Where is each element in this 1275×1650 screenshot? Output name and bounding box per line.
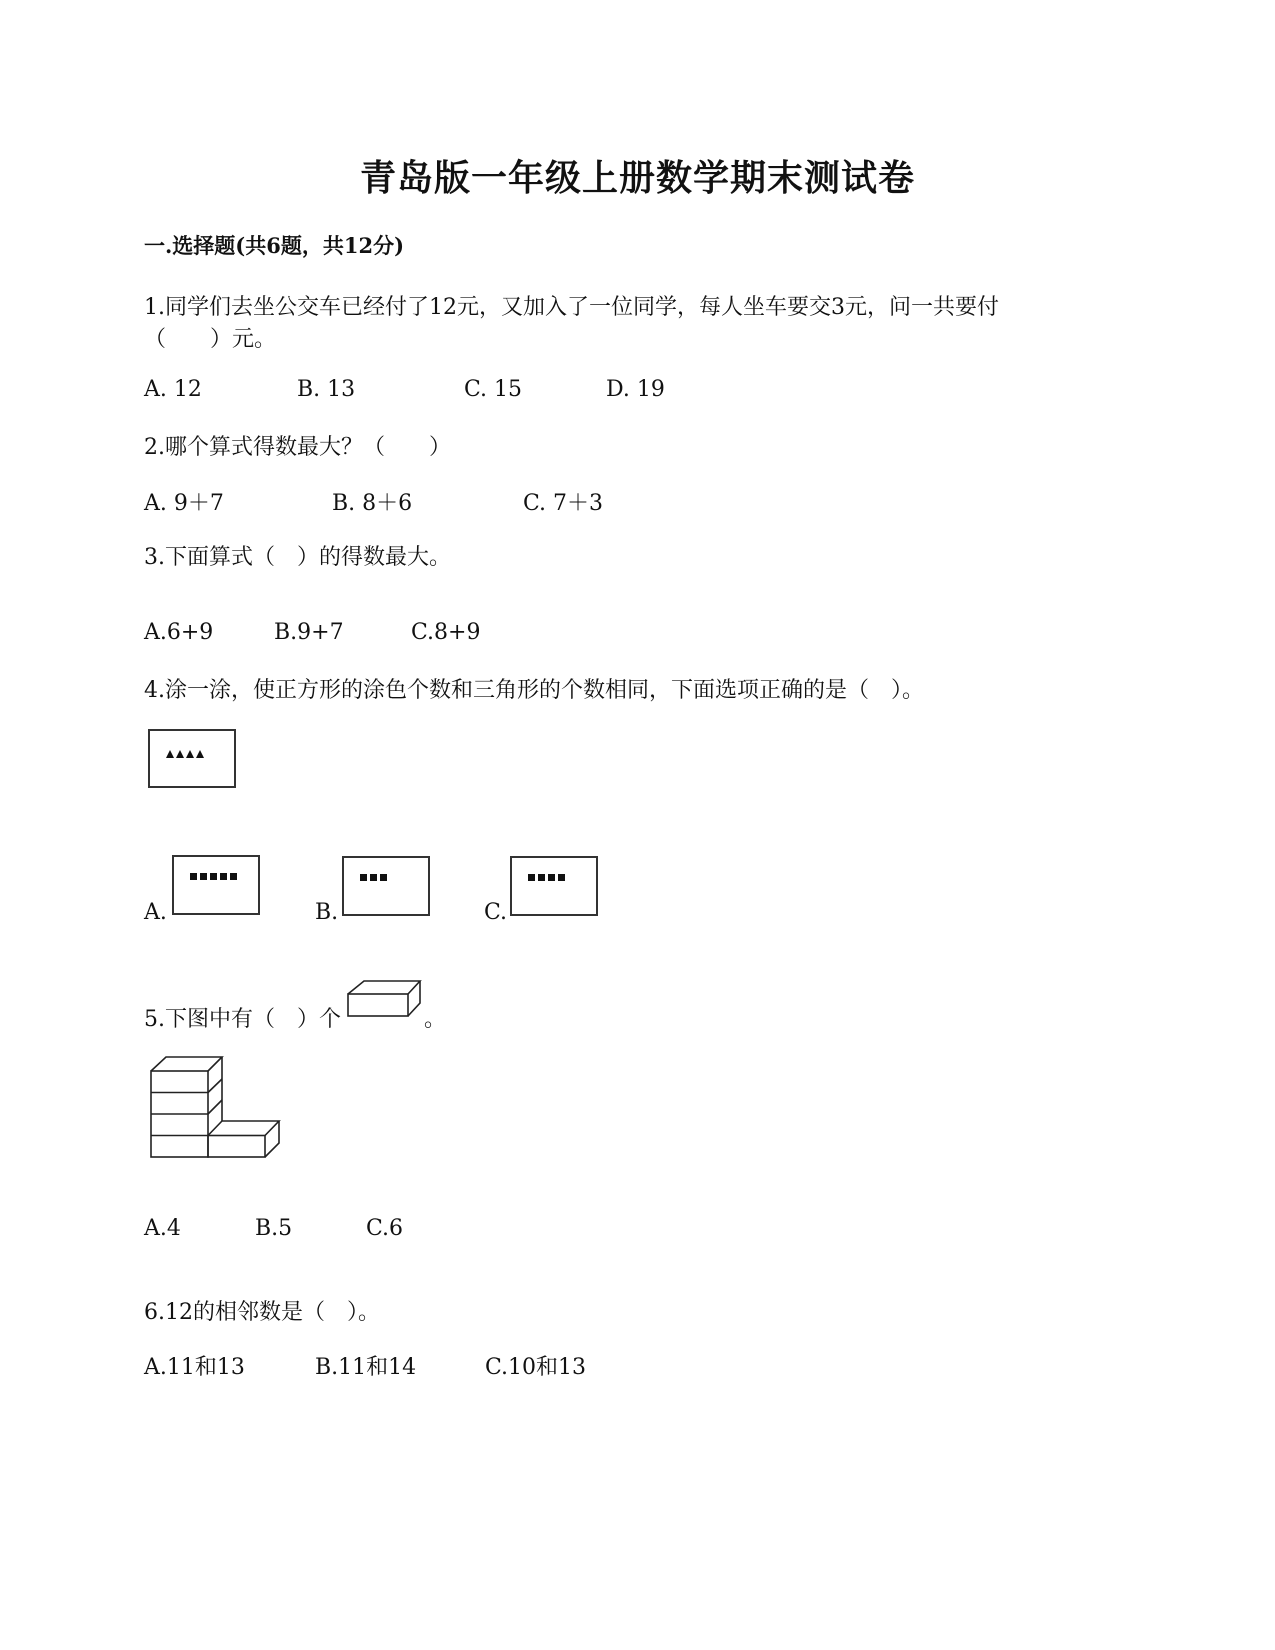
square-icon xyxy=(360,874,367,881)
stacked-cuboids-figure xyxy=(148,1055,288,1165)
triangle-icon xyxy=(176,750,184,758)
question-4-option-b-label[interactable]: B. xyxy=(315,900,339,925)
question-6-option-c[interactable]: C.10和13 xyxy=(485,1355,587,1380)
question-1-option-c[interactable]: C. 15 xyxy=(464,377,523,402)
question-6-option-b[interactable]: B.11和14 xyxy=(315,1355,417,1380)
triangle-icon xyxy=(196,750,204,758)
cuboid-bottom-right-top xyxy=(208,1121,279,1136)
question-6-text: 6.12的相邻数是（ ）。 xyxy=(144,1300,380,1325)
square-icons xyxy=(360,874,387,881)
square-icon xyxy=(380,874,387,881)
square-icon xyxy=(538,874,545,881)
square-icons xyxy=(528,874,565,881)
question-3-text: 3.下面算式（ ）的得数最大。 xyxy=(144,545,451,570)
section-heading: 一.选择题(共6题，共12分) xyxy=(144,233,405,258)
square-icon xyxy=(200,873,207,880)
question-3-option-c[interactable]: C.8+9 xyxy=(411,620,481,645)
triangle-icon xyxy=(166,750,174,758)
square-icons xyxy=(190,873,237,880)
question-5-text-end: 。 xyxy=(424,1007,447,1032)
question-4-option-a-figure[interactable] xyxy=(172,855,260,915)
question-1-option-b[interactable]: B. 13 xyxy=(297,377,356,402)
question-4-option-b-figure[interactable] xyxy=(342,856,430,916)
square-icon xyxy=(528,874,535,881)
triangle-figure xyxy=(148,729,236,788)
square-icon xyxy=(210,873,217,880)
question-1-option-d[interactable]: D. 19 xyxy=(606,377,665,402)
cuboid-bottom-right-side xyxy=(265,1121,279,1157)
question-6-option-a[interactable]: A.11和13 xyxy=(144,1355,245,1380)
cuboid-edge xyxy=(208,1079,222,1093)
square-icon xyxy=(548,874,555,881)
cuboid-icon xyxy=(344,979,424,1019)
question-3-option-b[interactable]: B.9+7 xyxy=(274,620,344,645)
square-icon xyxy=(230,873,237,880)
question-5-option-a[interactable]: A.4 xyxy=(144,1216,181,1241)
question-5-option-b[interactable]: B.5 xyxy=(255,1216,293,1241)
question-5-text: 5.下图中有（ ）个 xyxy=(144,1007,341,1032)
question-1-text: 1.同学们去坐公交车已经付了12元，又加入了一位同学，每人坐车要交3元，问一共要付 xyxy=(144,295,999,320)
question-2-text: 2.哪个算式得数最大？（ ） xyxy=(144,435,451,460)
question-2-option-b[interactable]: B. 8＋6 xyxy=(332,491,413,516)
question-5-option-c[interactable]: C.6 xyxy=(366,1216,404,1241)
question-4-option-c-figure[interactable] xyxy=(510,856,598,916)
cuboid-stack-top xyxy=(151,1057,222,1071)
page-title: 青岛版一年级上册数学期末测试卷 xyxy=(359,157,915,199)
question-2-option-c[interactable]: C. 7＋3 xyxy=(523,491,604,516)
square-icon xyxy=(558,874,565,881)
square-icon xyxy=(190,873,197,880)
square-icon xyxy=(220,873,227,880)
question-4-text: 4.涂一涂，使正方形的涂色个数和三角形的个数相同，下面选项正确的是（ ）。 xyxy=(144,678,924,703)
triangle-icon xyxy=(186,750,194,758)
question-1-text-cont: （ ）元。 xyxy=(144,327,277,352)
question-4-option-c-label[interactable]: C. xyxy=(484,900,508,925)
question-1-option-a[interactable]: A. 12 xyxy=(144,377,202,402)
question-4-option-a-label[interactable]: A. xyxy=(144,900,167,925)
cuboid-edge xyxy=(208,1100,222,1114)
cuboid-bottom-right-front xyxy=(208,1136,265,1158)
question-3-option-a[interactable]: A.6+9 xyxy=(144,620,214,645)
square-icon xyxy=(370,874,377,881)
question-2-option-a[interactable]: A. 9＋7 xyxy=(144,491,224,516)
triangle-icons xyxy=(166,749,206,761)
